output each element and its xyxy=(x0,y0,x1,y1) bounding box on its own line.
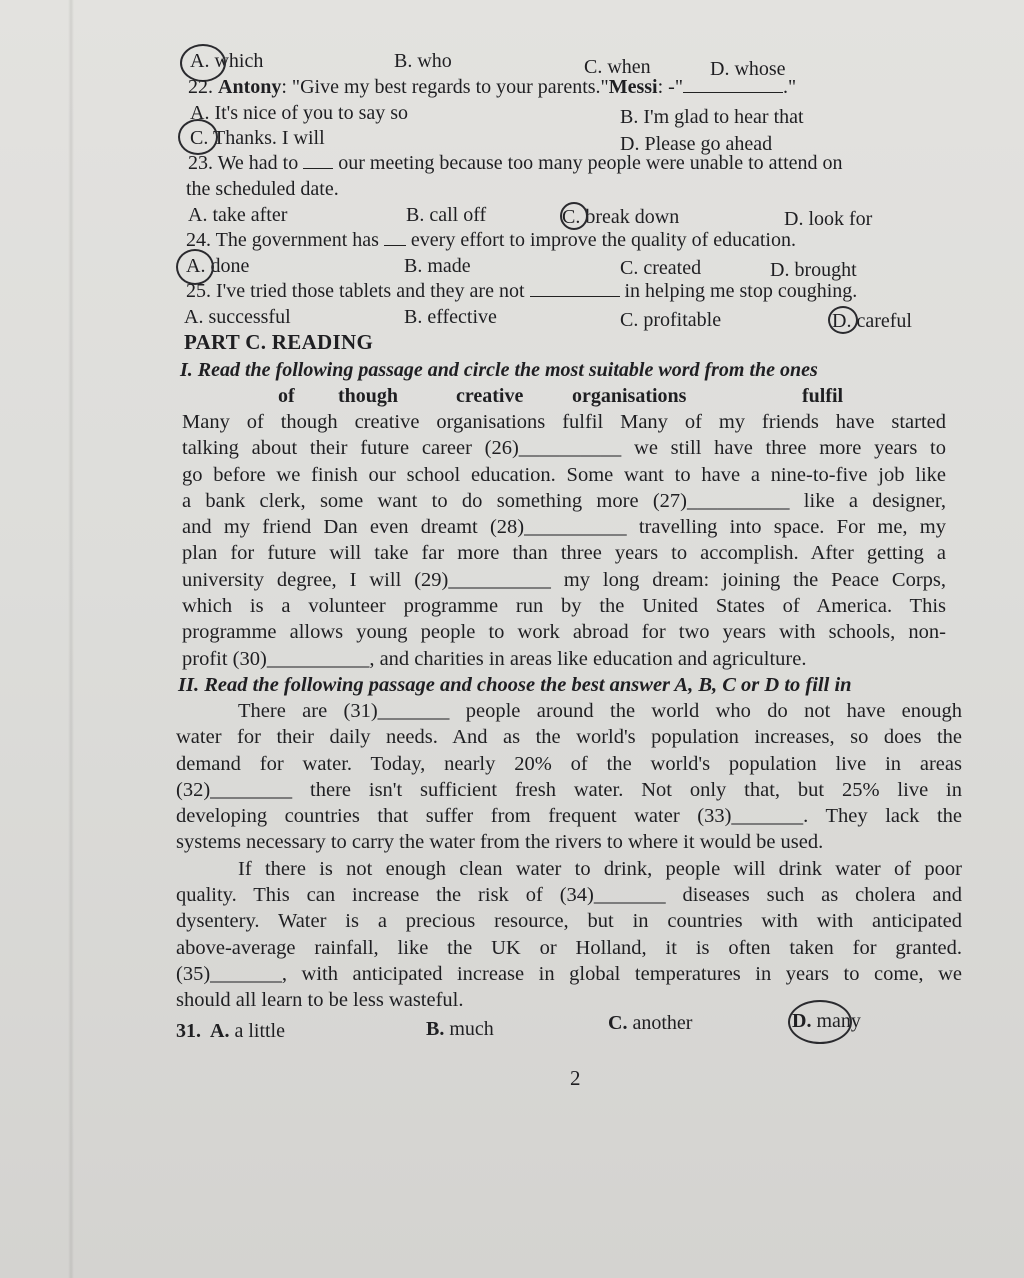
q22-options-row2 xyxy=(176,125,966,155)
word-bank-item: organisations xyxy=(572,385,687,407)
q22-speaker-antony: Antony xyxy=(218,76,282,98)
q25-stem xyxy=(176,278,966,304)
q22-reply-end: ." xyxy=(783,76,797,98)
q24-option-d: D. brought xyxy=(770,259,857,281)
section1-heading: I. Read the following passage and circle the most suitable word from the ones xyxy=(180,359,818,381)
q25-options xyxy=(176,304,966,332)
q23-text-start: 23. We had to xyxy=(188,152,299,174)
q25-option-a: A. successful xyxy=(184,306,291,328)
q31-option-b: B. much xyxy=(426,1017,494,1040)
q24-blank xyxy=(384,227,406,246)
q23-option-b: B. call off xyxy=(406,204,487,226)
q23-stem xyxy=(176,150,966,176)
q23-option-a: A. take after xyxy=(188,204,288,226)
passage-line: quality. This can increase the risk of (34)_______ diseases such as cholera and xyxy=(176,884,962,907)
section1-passage xyxy=(182,409,946,672)
q22-quote: : "Give my best regards to your parents." xyxy=(281,76,609,98)
q25-option-d: D. careful xyxy=(832,310,912,332)
q23-option-c: C. break down xyxy=(562,206,680,228)
passage-line: should all learn to be less wasteful. xyxy=(176,989,464,1012)
q25-option-c: C. profitable xyxy=(620,309,722,331)
section2-passage xyxy=(176,698,962,1014)
q24-option-c: C. created xyxy=(620,257,702,279)
q21-option-c: C. when xyxy=(584,56,651,78)
passage-line: (35)_______, with anticipated increase in global temperatures in years to come, we xyxy=(176,962,962,985)
q22-option-d: D. Please go ahead xyxy=(620,133,773,155)
passage-line: programme allows young people to work abroad for two years with schools, non- xyxy=(182,621,946,644)
q21-options xyxy=(176,48,966,80)
q21-option-d: D. whose xyxy=(710,58,786,80)
q22-option-a: A. It's nice of you to say so xyxy=(190,102,409,124)
word-bank-item: though xyxy=(338,385,399,407)
passage-line: Many of though creative organisations fulfil Many of my friends have started xyxy=(182,411,946,433)
q25-option-b: B. effective xyxy=(404,306,497,328)
q22-speaker-messi: Messi xyxy=(608,76,658,98)
word-bank-item: creative xyxy=(456,385,524,407)
q31-options xyxy=(176,1009,966,1044)
q31-option-a: A. a little xyxy=(210,1019,285,1042)
q31-option-c: C. another xyxy=(608,1011,693,1034)
passage-line: a bank clerk, some want to do something more (27)__________ like a designer, xyxy=(182,489,946,512)
passage-line: plan for future will take far more than three years to accomplish. After getting a xyxy=(182,542,946,565)
passage-line: systems necessary to carry the water from the rivers to where it would be used. xyxy=(176,831,824,854)
q24-text-start: 24. The government has xyxy=(186,229,379,251)
passage-line: If there is not enough clean water to drink, people will drink water of poor xyxy=(238,857,962,880)
section2-heading: II. Read the following passage and choose the best answer A, B, C or D to fill in xyxy=(178,673,852,696)
q23-option-d: D. look for xyxy=(784,208,873,230)
page-fold-shadow xyxy=(68,0,74,1278)
exam-content xyxy=(176,48,966,1044)
q22-reply-start: : -" xyxy=(657,76,684,98)
q24-option-b: B. made xyxy=(404,255,471,277)
q24-text-end: every effort to improve the quality of education. xyxy=(410,229,796,251)
section1-word-bank xyxy=(176,383,966,409)
q24-options xyxy=(176,253,966,281)
part-c-title: PART C. READING xyxy=(184,330,374,354)
passage-line: developing countries that suffer from frequent water (33)_______. They lack the xyxy=(176,805,962,828)
passage-line: There are (31)_______ people around the world who do not have enough xyxy=(238,699,962,722)
passage-line: demand for water. Today, nearly 20% of the world's population live in areas xyxy=(176,752,962,775)
q25-text-end: in helping me stop coughing. xyxy=(624,280,858,302)
q31-option-d: D. many xyxy=(792,1009,861,1032)
q24-stem xyxy=(176,227,966,253)
q25-text-start: 25. I've tried those tablets and they are not xyxy=(186,280,525,302)
q23-text-cont: the scheduled date. xyxy=(186,178,339,200)
passage-line: go before we finish our school education. Some want to have a nine-to-five job like xyxy=(182,463,946,486)
passage-line: (32)________ there isn't sufficient fresh water. Not only that, but 25% live in xyxy=(176,778,962,801)
passage-line: water for their daily needs. And as the world's population increases, so does the xyxy=(176,726,962,749)
word-bank-item: fulfil xyxy=(802,385,844,407)
passage-line: and my friend Dan even dreamt (28)__________ travelling into space. For me, my xyxy=(182,516,946,539)
q22-options-row1 xyxy=(176,100,966,128)
q25-blank xyxy=(530,278,620,297)
q24-option-a: A. done xyxy=(186,255,250,277)
q23-blank xyxy=(303,150,333,169)
passage-line: which is a volunteer programme run by the United States of America. This xyxy=(182,595,946,618)
page-number: 2 xyxy=(570,1066,581,1090)
q21-option-a: A. which xyxy=(190,50,264,72)
q23-stem-cont xyxy=(176,176,966,202)
passage-line: profit (30)__________, and charities in areas like education and agriculture. xyxy=(182,647,807,670)
q23-options xyxy=(176,202,966,230)
q22-blank xyxy=(683,74,783,93)
passage-line: above-average rainfall, like the UK or Holland, it is often taken for granted. xyxy=(176,936,962,959)
q22-option-b: B. I'm glad to hear that xyxy=(620,106,804,128)
passage-line: dysentery. Water is a precious resource, but in countries with with anticipated xyxy=(176,910,962,933)
q21-option-b: B. who xyxy=(394,50,452,72)
q23-text-end: our meeting because too many people were unable to attend on xyxy=(338,152,843,174)
q31-number: 31. xyxy=(176,1019,201,1042)
q22-stem xyxy=(176,74,966,100)
passage-line: talking about their future career (26)__________ we still have three more years to xyxy=(182,437,946,460)
q22-option-c: C. Thanks. I will xyxy=(190,127,325,149)
passage-line: university degree, I will (29)__________ my long dream: joining the Peace Corps, xyxy=(182,568,946,591)
q22-number: 22. xyxy=(188,76,213,98)
word-bank-item: of xyxy=(278,385,295,407)
